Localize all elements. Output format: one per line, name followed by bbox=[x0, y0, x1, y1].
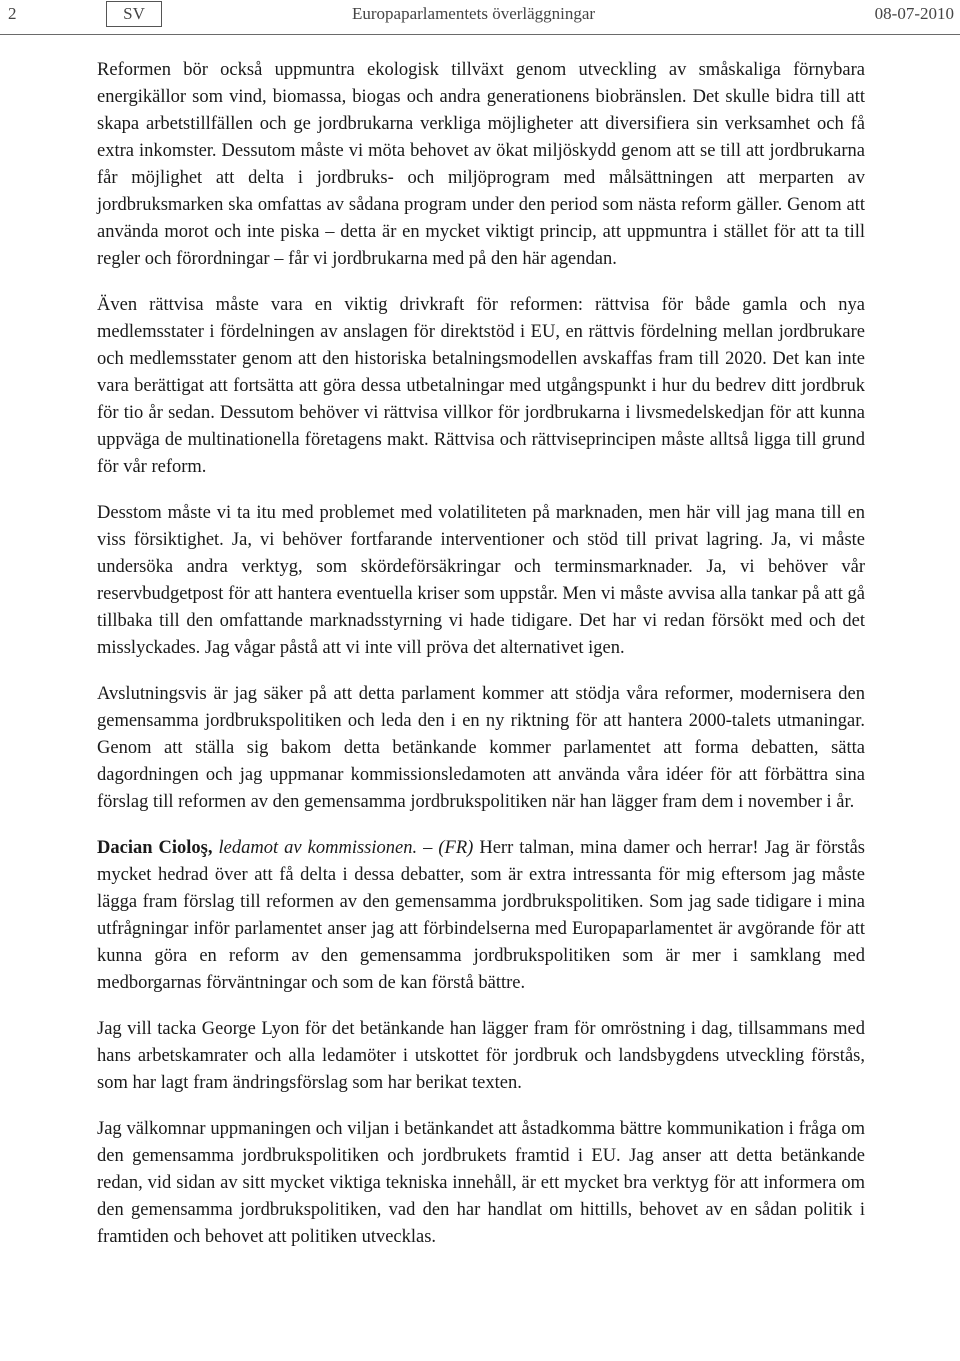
paragraph-2: Även rättvisa måste vara en viktig drivkraft för reformen: rättvisa för både gamla och nya medlemsstater i fördelningen av anslagen för direktstöd i EU, en rättvis fördelning mellan jordbrukare och medlemsstater genom att den historiska betalningsmodellen avskaffas fram till 2020. Det kan inte vara berättigat att fortsätta att göra dessa utbetalningar med utgångspunkt i hur du bedrev ditt jordbruk för tio år sedan. Dessutom behöver vi rättvisa villkor för jordbrukarna i livsmedelskedjan för att kunna uppväga de multinationella företagens makt. Rättvisa och rättviseprincipen måste alltså ligga till grund för vår reform. bbox=[97, 295, 865, 477]
speaker-role: ledamot av kommissionen. bbox=[218, 838, 418, 858]
publication-date: 08-07-2010 bbox=[874, 4, 954, 23]
speech-text: Herr talman, mina damer och herrar! Jag är förstås mycket hedrad över att få delta i dessa debatter, som är extra intressanta för mig eftersom jag måste lägga fram förslag till reformen av den gemensamma jordbrukspolitiken. Som jag sade tidigare i mina utfrågningar inför parlamentet anser jag att förbindelserna med Europaparlamentet är avgörande för att kunna göra en reform av den gemensamma jordbrukspolitiken som är mer i samklang med medborgarnas förväntningar och som de kan förstå bättre. bbox=[97, 838, 865, 993]
paragraph-4: Avslutningsvis är jag säker på att detta parlament kommer att stödja våra reformer, modernisera den gemensamma jordbrukspolitiken och leda den i en ny riktning för att hantera 2000-talets utmaningar. Genom att ställa sig bakom detta betänkande kommer parlamentet att forma debatten, sätta dagordningen och jag uppmanar kommissionsledamoten att använda våra idéer för att förbättra sina förslag till reformen av den gemensamma jordbrukspolitiken när han lägger fram dem i november i år. bbox=[97, 684, 865, 812]
paragraph-7: Jag välkomnar uppmaningen och viljan i betänkandet att åstadkomma bättre kommunikation i fråga om den gemensamma jordbrukspolitiken och jordbrukets framtid i EU. Jag anser att detta betänkande redan, vid sidan av sitt mycket viktiga tekniska innehåll, är ett mycket bra verktyg för att informera om den gemensamma jordbrukspolitiken, vad den har handlat om hittills, behovet av en sådan politik i framtiden och behovet att politiken utvecklas. bbox=[97, 1119, 865, 1247]
paragraph-3: Desstom måste vi ta itu med problemet med volatiliteten på marknaden, men här vill jag mana till en viss försiktighet. Ja, vi behöver fortfarande interventioner och stöd till privat lagring. Ja, vi måste undersöka andra verktyg, som skördeförsäkringar och terminsmarknader. Ja, vi behöver vår reservbudgetpost för att hantera eventuella kriser som uppstår. Men vi måste avvisa alla tankar på att gå tillbaka till den omfattande marknadsstyrning vi hade tidigare. Det har vi redan försökt med och det misslyckades. Jag vågar påstå att vi inte vill pröva det alternativet igen. bbox=[97, 503, 865, 658]
speech-paragraph bbox=[97, 835, 865, 997]
paragraph-6: Jag vill tacka George Lyon för det betänkande han lägger fram för omröstning i dag, tillsammans med hans arbetskamrater och alla ledamöter i utskottet för jordbruk och landsbygdens utveckling förstås, som har lagt fram ändringsförslag som har berikat texten. bbox=[97, 1019, 865, 1093]
document-body bbox=[97, 57, 865, 1270]
publication-title: Europaparlamentets överläggningar bbox=[352, 4, 596, 23]
language-code-box: SV bbox=[106, 1, 162, 27]
paragraph-1: Reformen bör också uppmuntra ekologisk tillväxt genom utveckling av småskaliga förnybara energikällor som vind, biomassa, biogas och andra generationens biobränslen. Det skulle bidra till att skapa arbetstillfällen och ge jordbrukarna verkliga möjligheter att diversifiera sin verksamhet och få extra inkomster. Dessutom måste vi möta behovet av ökat miljöskydd genom att se till att jordbrukarna får möjlighet att delta i jordbruks- och miljöprogram med målsättningen att merparten av jordbruksmarken ska omfattas av sådana program under den period som nästa reform gäller. Genom att använda morot och inte piska – detta är en mycket viktigt princip, att uppmuntra i stället för att ta till regler och förordningar – får vi jordbrukarna med på den här agendan. bbox=[97, 60, 865, 269]
speech-language-note: – (FR) bbox=[417, 838, 480, 858]
page-header bbox=[0, 0, 960, 35]
speaker-name: Dacian Cioloş, bbox=[97, 838, 213, 858]
page-number: 2 bbox=[8, 4, 17, 23]
